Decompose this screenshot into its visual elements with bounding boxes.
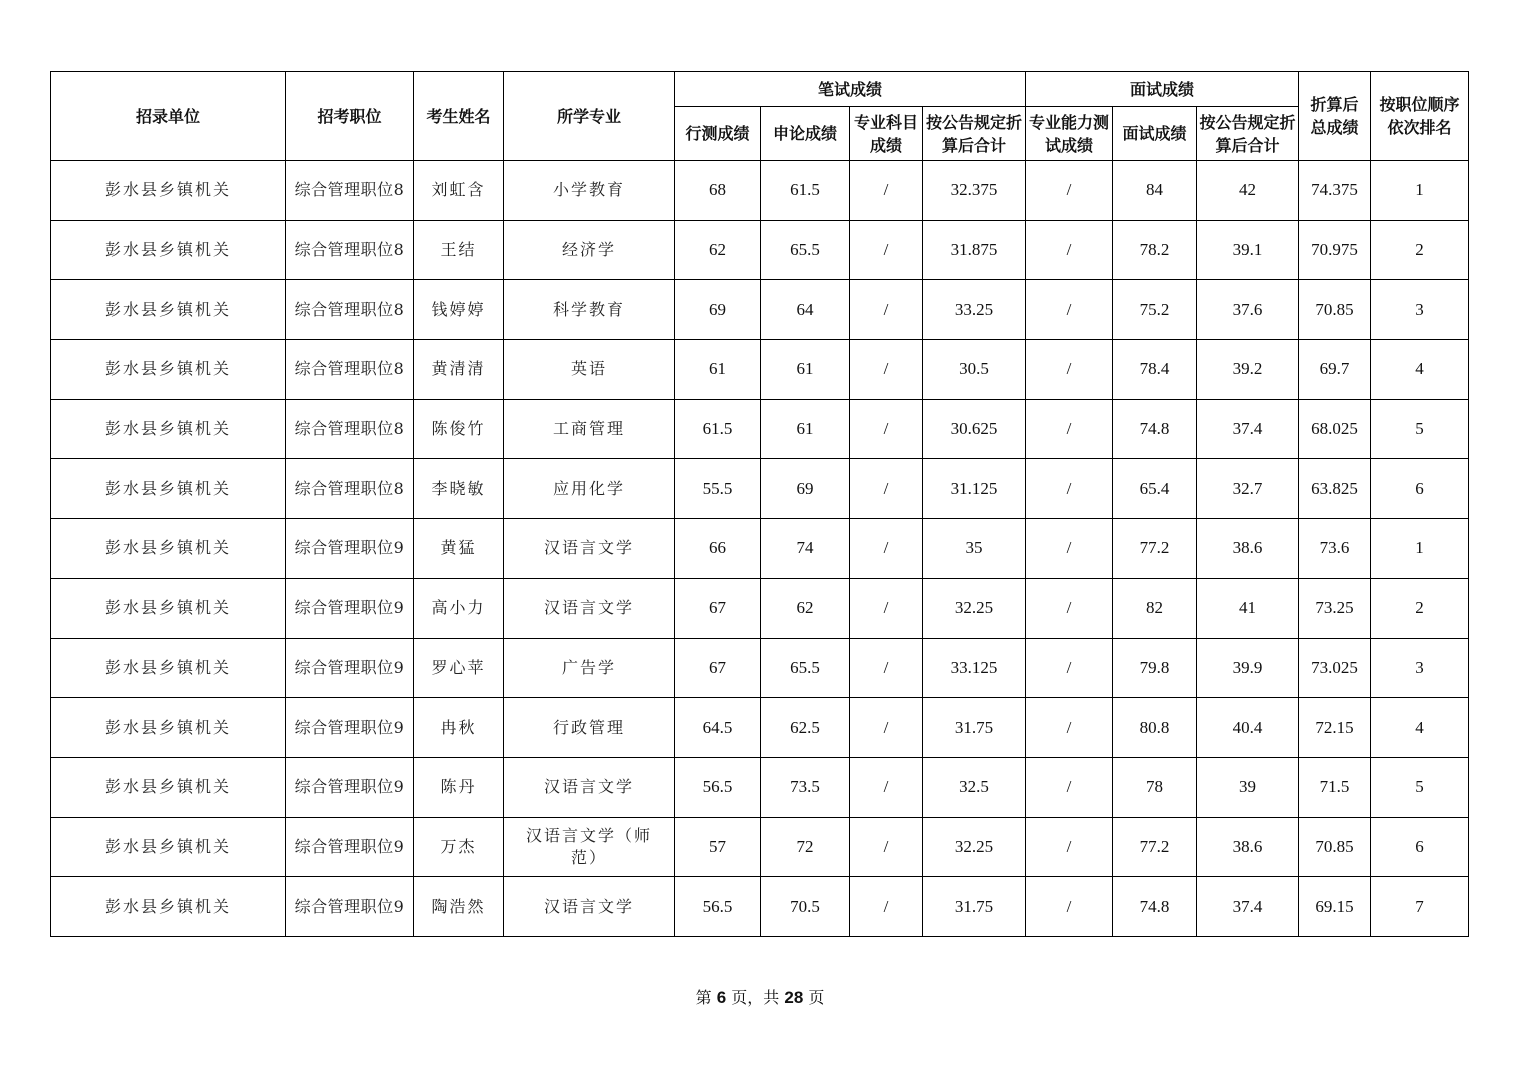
name-cell: 罗心苹 (414, 638, 504, 698)
interview-sum-cell: 39.9 (1197, 638, 1299, 698)
prof-ability-cell: / (1026, 280, 1113, 340)
unit-cell: 彭水县乡镇机关 (51, 698, 286, 758)
table-row (51, 698, 1469, 758)
interview-sum-cell: 37.4 (1197, 399, 1299, 459)
total-cell: 73.025 (1299, 638, 1371, 698)
name-cell: 陶浩然 (414, 877, 504, 937)
interview-sum-cell: 41 (1197, 578, 1299, 638)
xingce-cell: 61.5 (675, 399, 761, 459)
interview-cell: 74.8 (1113, 399, 1197, 459)
interview-sum-cell: 42 (1197, 161, 1299, 221)
prof-ability-cell: / (1026, 578, 1113, 638)
xingce-cell: 67 (675, 578, 761, 638)
table-body (51, 161, 1469, 937)
header-xingce: 行测成绩 (675, 107, 761, 161)
xingce-cell: 56.5 (675, 877, 761, 937)
position-cell: 综合管理职位8 (286, 399, 414, 459)
written-sum-cell: 35 (923, 519, 1026, 579)
prof-ability-cell: / (1026, 459, 1113, 519)
interview-sum-cell: 37.4 (1197, 877, 1299, 937)
unit-cell: 彭水县乡镇机关 (51, 459, 286, 519)
written-sum-cell: 32.25 (923, 817, 1026, 877)
xingce-cell: 55.5 (675, 459, 761, 519)
written-sum-cell: 33.25 (923, 280, 1026, 340)
name-cell: 李晓敏 (414, 459, 504, 519)
footer-total-pages: 28 (784, 988, 804, 1007)
interview-cell: 80.8 (1113, 698, 1197, 758)
interview-sum-cell: 38.6 (1197, 519, 1299, 579)
name-cell: 冉秋 (414, 698, 504, 758)
table-row (51, 519, 1469, 579)
prof-subject-cell: / (850, 399, 923, 459)
written-sum-cell: 33.125 (923, 638, 1026, 698)
footer-page-number: 6 (716, 988, 727, 1007)
table-row (51, 877, 1469, 937)
position-cell: 综合管理职位9 (286, 638, 414, 698)
interview-cell: 75.2 (1113, 280, 1197, 340)
total-cell: 73.6 (1299, 519, 1371, 579)
prof-subject-cell: / (850, 519, 923, 579)
position-cell: 综合管理职位8 (286, 220, 414, 280)
written-sum-cell: 32.5 (923, 757, 1026, 817)
name-cell: 黄猛 (414, 519, 504, 579)
table-row (51, 340, 1469, 400)
interview-sum-cell: 39.2 (1197, 340, 1299, 400)
unit-cell: 彭水县乡镇机关 (51, 519, 286, 579)
name-cell: 高小力 (414, 578, 504, 638)
unit-cell: 彭水县乡镇机关 (51, 877, 286, 937)
major-cell: 英语 (504, 340, 675, 400)
interview-sum-cell: 38.6 (1197, 817, 1299, 877)
interview-sum-cell: 40.4 (1197, 698, 1299, 758)
interview-cell: 77.2 (1113, 519, 1197, 579)
interview-cell: 77.2 (1113, 817, 1197, 877)
written-sum-cell: 32.25 (923, 578, 1026, 638)
page-footer (0, 985, 1520, 1008)
header-prof-ability: 专业能力测试成绩 (1026, 107, 1113, 161)
table-row (51, 399, 1469, 459)
total-cell: 70.85 (1299, 280, 1371, 340)
written-sum-cell: 31.75 (923, 877, 1026, 937)
rank-cell: 6 (1371, 459, 1469, 519)
xingce-cell: 64.5 (675, 698, 761, 758)
rank-cell: 2 (1371, 578, 1469, 638)
major-cell: 科学教育 (504, 280, 675, 340)
unit-cell: 彭水县乡镇机关 (51, 220, 286, 280)
header-position: 招考职位 (286, 72, 414, 161)
prof-ability-cell: / (1026, 817, 1113, 877)
shenlun-cell: 61 (761, 399, 850, 459)
table-row (51, 220, 1469, 280)
interview-cell: 65.4 (1113, 459, 1197, 519)
interview-cell: 78.2 (1113, 220, 1197, 280)
shenlun-cell: 69 (761, 459, 850, 519)
name-cell: 刘虹含 (414, 161, 504, 221)
unit-cell: 彭水县乡镇机关 (51, 161, 286, 221)
major-cell: 行政管理 (504, 698, 675, 758)
shenlun-cell: 61 (761, 340, 850, 400)
unit-cell: 彭水县乡镇机关 (51, 578, 286, 638)
header-interview-converted: 按公告规定折算后合计 (1197, 107, 1299, 161)
interview-cell: 79.8 (1113, 638, 1197, 698)
header-unit: 招录单位 (51, 72, 286, 161)
position-cell: 综合管理职位9 (286, 877, 414, 937)
rank-cell: 6 (1371, 817, 1469, 877)
total-cell: 74.375 (1299, 161, 1371, 221)
prof-subject-cell: / (850, 817, 923, 877)
major-cell: 经济学 (504, 220, 675, 280)
table-row (51, 161, 1469, 221)
rank-cell: 1 (1371, 161, 1469, 221)
name-cell: 钱婷婷 (414, 280, 504, 340)
major-cell: 汉语言文学（师范） (504, 817, 675, 877)
interview-cell: 84 (1113, 161, 1197, 221)
rank-cell: 5 (1371, 399, 1469, 459)
prof-subject-cell: / (850, 161, 923, 221)
major-cell: 小学教育 (504, 161, 675, 221)
major-cell: 工商管理 (504, 399, 675, 459)
position-cell: 综合管理职位9 (286, 698, 414, 758)
footer-middle: 页，共 (731, 988, 780, 1007)
position-cell: 综合管理职位8 (286, 280, 414, 340)
prof-subject-cell: / (850, 280, 923, 340)
prof-subject-cell: / (850, 340, 923, 400)
scores-table (50, 71, 1469, 937)
name-cell: 万杰 (414, 817, 504, 877)
name-cell: 陈俊竹 (414, 399, 504, 459)
prof-ability-cell: / (1026, 220, 1113, 280)
shenlun-cell: 61.5 (761, 161, 850, 221)
interview-sum-cell: 39.1 (1197, 220, 1299, 280)
major-cell: 汉语言文学 (504, 877, 675, 937)
header-interview-score: 面试成绩 (1113, 107, 1197, 161)
written-sum-cell: 31.875 (923, 220, 1026, 280)
written-sum-cell: 30.5 (923, 340, 1026, 400)
xingce-cell: 56.5 (675, 757, 761, 817)
table-row (51, 459, 1469, 519)
rank-cell: 4 (1371, 698, 1469, 758)
xingce-cell: 67 (675, 638, 761, 698)
prof-ability-cell: / (1026, 638, 1113, 698)
interview-sum-cell: 39 (1197, 757, 1299, 817)
prof-subject-cell: / (850, 220, 923, 280)
position-cell: 综合管理职位8 (286, 161, 414, 221)
header-interview-group: 面试成绩 (1026, 72, 1299, 107)
interview-cell: 78.4 (1113, 340, 1197, 400)
shenlun-cell: 74 (761, 519, 850, 579)
unit-cell: 彭水县乡镇机关 (51, 817, 286, 877)
position-cell: 综合管理职位8 (286, 340, 414, 400)
prof-ability-cell: / (1026, 519, 1113, 579)
header-prof-subject: 专业科目成绩 (850, 107, 923, 161)
table-row (51, 578, 1469, 638)
shenlun-cell: 64 (761, 280, 850, 340)
name-cell: 黄清清 (414, 340, 504, 400)
xingce-cell: 66 (675, 519, 761, 579)
xingce-cell: 61 (675, 340, 761, 400)
rank-cell: 1 (1371, 519, 1469, 579)
prof-subject-cell: / (850, 877, 923, 937)
total-cell: 70.975 (1299, 220, 1371, 280)
written-sum-cell: 32.375 (923, 161, 1026, 221)
xingce-cell: 69 (675, 280, 761, 340)
major-cell: 应用化学 (504, 459, 675, 519)
total-cell: 72.15 (1299, 698, 1371, 758)
shenlun-cell: 62.5 (761, 698, 850, 758)
table-row (51, 757, 1469, 817)
position-cell: 综合管理职位9 (286, 578, 414, 638)
prof-subject-cell: / (850, 459, 923, 519)
position-cell: 综合管理职位9 (286, 757, 414, 817)
interview-cell: 78 (1113, 757, 1197, 817)
written-sum-cell: 31.75 (923, 698, 1026, 758)
prof-ability-cell: / (1026, 757, 1113, 817)
xingce-cell: 57 (675, 817, 761, 877)
prof-subject-cell: / (850, 698, 923, 758)
header-written-converted: 按公告规定折算后合计 (923, 107, 1026, 161)
total-cell: 68.025 (1299, 399, 1371, 459)
footer-prefix: 第 (695, 988, 712, 1007)
header-rank: 按职位顺序依次排名 (1371, 72, 1469, 161)
xingce-cell: 68 (675, 161, 761, 221)
xingce-cell: 62 (675, 220, 761, 280)
prof-ability-cell: / (1026, 698, 1113, 758)
unit-cell: 彭水县乡镇机关 (51, 757, 286, 817)
name-cell: 陈丹 (414, 757, 504, 817)
prof-ability-cell: / (1026, 399, 1113, 459)
unit-cell: 彭水县乡镇机关 (51, 399, 286, 459)
shenlun-cell: 65.5 (761, 220, 850, 280)
prof-subject-cell: / (850, 638, 923, 698)
rank-cell: 7 (1371, 877, 1469, 937)
shenlun-cell: 70.5 (761, 877, 850, 937)
total-cell: 63.825 (1299, 459, 1371, 519)
written-sum-cell: 31.125 (923, 459, 1026, 519)
interview-sum-cell: 37.6 (1197, 280, 1299, 340)
unit-cell: 彭水县乡镇机关 (51, 340, 286, 400)
position-cell: 综合管理职位9 (286, 519, 414, 579)
prof-ability-cell: / (1026, 161, 1113, 221)
shenlun-cell: 73.5 (761, 757, 850, 817)
header-name: 考生姓名 (414, 72, 504, 161)
total-cell: 71.5 (1299, 757, 1371, 817)
major-cell: 汉语言文学 (504, 519, 675, 579)
prof-subject-cell: / (850, 757, 923, 817)
unit-cell: 彭水县乡镇机关 (51, 280, 286, 340)
total-cell: 69.7 (1299, 340, 1371, 400)
shenlun-cell: 65.5 (761, 638, 850, 698)
rank-cell: 3 (1371, 638, 1469, 698)
name-cell: 王结 (414, 220, 504, 280)
total-cell: 73.25 (1299, 578, 1371, 638)
position-cell: 综合管理职位8 (286, 459, 414, 519)
written-sum-cell: 30.625 (923, 399, 1026, 459)
rank-cell: 3 (1371, 280, 1469, 340)
table-row (51, 817, 1469, 877)
header-written-group: 笔试成绩 (675, 72, 1026, 107)
major-cell: 汉语言文学 (504, 578, 675, 638)
rank-cell: 2 (1371, 220, 1469, 280)
total-cell: 69.15 (1299, 877, 1371, 937)
position-cell: 综合管理职位9 (286, 817, 414, 877)
major-cell: 汉语言文学 (504, 757, 675, 817)
interview-cell: 74.8 (1113, 877, 1197, 937)
header-major: 所学专业 (504, 72, 675, 161)
header-shenlun: 申论成绩 (761, 107, 850, 161)
table-row (51, 280, 1469, 340)
total-cell: 70.85 (1299, 817, 1371, 877)
rank-cell: 4 (1371, 340, 1469, 400)
rank-cell: 5 (1371, 757, 1469, 817)
prof-ability-cell: / (1026, 340, 1113, 400)
shenlun-cell: 72 (761, 817, 850, 877)
footer-suffix: 页 (808, 988, 825, 1007)
prof-subject-cell: / (850, 578, 923, 638)
major-cell: 广告学 (504, 638, 675, 698)
header-total: 折算后总成绩 (1299, 72, 1371, 161)
interview-cell: 82 (1113, 578, 1197, 638)
interview-sum-cell: 32.7 (1197, 459, 1299, 519)
unit-cell: 彭水县乡镇机关 (51, 638, 286, 698)
shenlun-cell: 62 (761, 578, 850, 638)
table-row (51, 638, 1469, 698)
prof-ability-cell: / (1026, 877, 1113, 937)
